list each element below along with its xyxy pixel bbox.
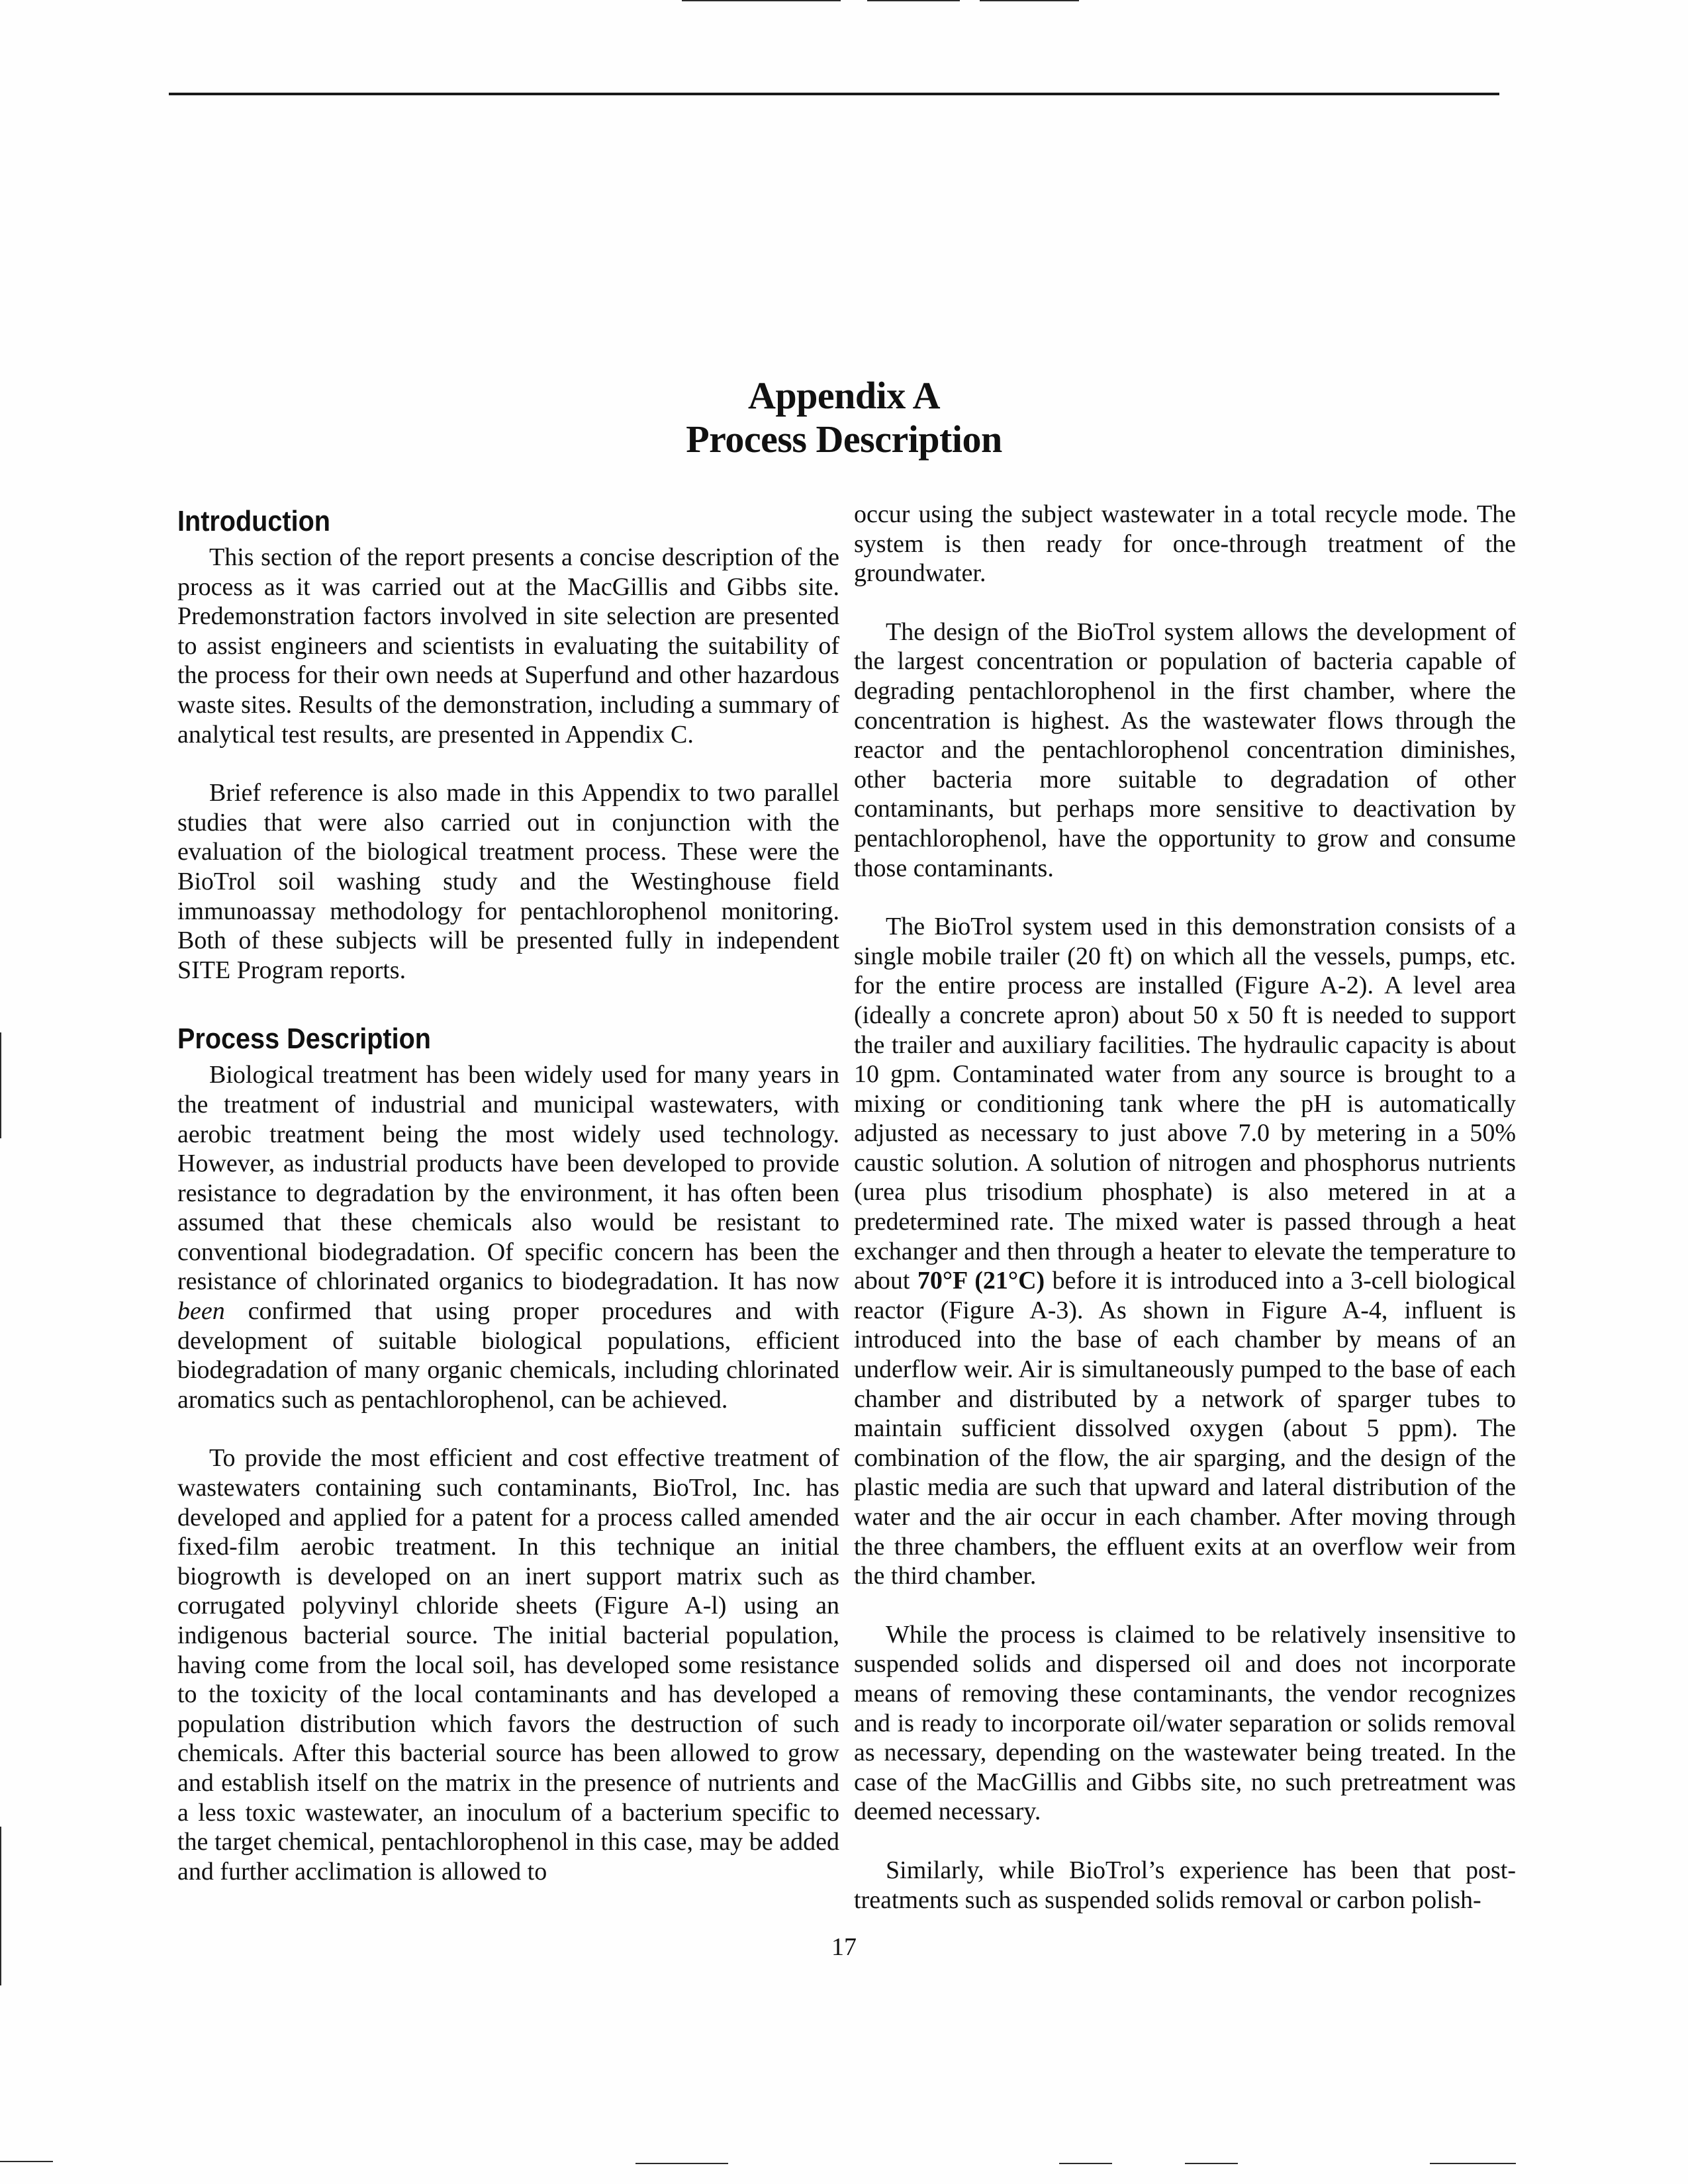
scan-edge-mark xyxy=(682,0,841,1)
scan-edge-mark xyxy=(0,1827,1,1985)
scan-edge-mark xyxy=(0,2161,53,2162)
scan-edge-mark xyxy=(635,2163,728,2164)
right-paragraph-1: occur using the subject wastewater in a total recycle mode. The system is then ready for once-through treatment of the groundwater. xyxy=(854,500,1516,588)
appendix-title: Appendix A xyxy=(748,374,940,417)
intro-paragraph-2: Brief reference is also made in this Appendix to two parallel studies that were also carried out in conjunction with the evaluation of the biological treatment process. These were the BioTrol soil washing study and the Westinghouse field immunoassay methodology for pentachlorophenol monitoring. Both of these subjects will be presented fully in independent SITE Program reports. xyxy=(177,779,839,984)
scan-edge-mark xyxy=(867,0,960,1)
process-paragraph-1-part-a: Biological treatment has been widely used for many years in the treatment of industrial and municipal wastewaters, with aerobic treatment being the most widely used technology. However, as industrial products have been developed to provide resistance to degradation by the environment, it has often been assumed that these chemicals also would be resistant to conventional biodegradation. Of specific concern has been the resistance of chlorinated organics to biodegradation. It has now xyxy=(177,1061,839,1296)
section-heading-process-description: Process Description xyxy=(177,1023,431,1056)
process-paragraph-1-part-b: confirmed that using proper procedures and with development of suitable biological populations, efficient biodegradation of many organic chemicals, including chlorinated aromatics such as pentachlorophenol, can be achieved. xyxy=(177,1297,839,1414)
scan-edge-mark xyxy=(1059,2163,1112,2164)
temperature-value: 70°F (21°C) xyxy=(917,1267,1045,1295)
right-paragraph-3 xyxy=(854,912,1516,1591)
right-paragraph-3-part-a: The BioTrol system used in this demonstration consists of a single mobile trailer (20 ft) on which all the vessels, pumps, etc. for the entire process are installed (Figure A-2). A level area (ideally a concrete apron) about 50 x 50 ft is needed to support the trailer and auxiliary facilities. The hydraulic capacity is about 10 gpm. Contaminated water from any source is brought to a mixing or conditioning tank where the pH is automatically adjusted as necessary to just above 7.0 by metering in a 50% caustic solution. A solution of nitrogen and phosphorus nutrients (urea plus trisodium phosphate) is also metered in at a predetermined rate. The mixed water is passed through a heat exchanger and then through a heater to elevate the temperature to about xyxy=(854,913,1516,1295)
left-column xyxy=(177,503,839,1886)
scan-edge-mark xyxy=(0,1032,1,1138)
right-paragraph-2: The design of the BioTrol system allows the development of the largest concentration or population of bacteria capable of degrading pentachlorophenol in the first chamber, where the concentration is highest. As the wastewater flows through the reactor and the pentachlorophenol concentration diminishes, other bacteria more suitable to degradation of other contaminants, but perhaps more sensitive to deactivation by pentachlorophenol, have the opportunity to grow and consume those contaminants. xyxy=(854,617,1516,882)
right-paragraph-5: Similarly, while BioTrol’s experience has been that post-treatments such as suspended solids removal or carbon polish- xyxy=(854,1856,1516,1914)
section-heading-introduction: Introduction xyxy=(177,505,330,537)
top-rule xyxy=(169,93,1499,95)
process-paragraph-2: To provide the most efficient and cost effective treatment of wastewaters containing such contaminants, BioTrol, Inc. has developed and applied for a patent for a process called amended fixed-film aerobic treatment. In this technique an initial biogrowth is developed on an inert support matrix such as corrugated polyvinyl chloride sheets (Figure A-l) using an indigenous bacterial source. The initial bacterial population, having come from the local soil, has developed some resistance to the toxicity of the local contaminants and has developed a population distribution which favors the destruction of such chemicals. After this bacterial source has been allowed to grow and establish itself on the matrix in the presence of nutrients and a less toxic wastewater, an inoculum of a bacterium specific to the target chemical, pentachlorophenol in this case, may be added and further acclimation is allowed to xyxy=(177,1444,839,1886)
right-column xyxy=(854,500,1516,1915)
process-paragraph-1-emphasis: been xyxy=(177,1297,225,1326)
page-number: 17 xyxy=(831,1933,857,1961)
scan-edge-mark xyxy=(980,0,1079,1)
process-paragraph-1 xyxy=(177,1060,839,1414)
appendix-title-block xyxy=(0,374,1688,461)
scan-edge-mark xyxy=(1430,2163,1516,2164)
scan-edge-mark xyxy=(1185,2163,1238,2164)
right-paragraph-3-part-b: before it is introduced into a 3-cell biological reactor (Figure A-3). As shown in Figure A-4, influent is introduced into the base of each chamber by means of an underflow weir. Air is simultaneously pumped to the base of each chamber and distributed by a network of sparger tubes to maintain sufficient dissolved oxygen (about 5 ppm). The combination of the flow, the air sparging, and the design of the plastic media are such that upward and lateral distribution of the water and the air occur in each chamber. After moving through the three chambers, the effluent exits at an overflow weir from the third chamber. xyxy=(854,1267,1516,1590)
appendix-subtitle: Process Description xyxy=(686,418,1002,461)
intro-paragraph-1: This section of the report presents a concise description of the process as it was carried out at the MacGillis and Gibbs site. Predemonstration factors involved in site selection are presented to assist engineers and scientists in evaluating the suitability of the process for their own needs at Superfund and other hazardous waste sites. Results of the demonstration, including a summary of analytical test results, are presented in Appendix C. xyxy=(177,543,839,749)
right-paragraph-4: While the process is claimed to be relatively insensitive to suspended solids and dispersed oil and does not incorporate means of removing these contaminants, the vendor recognizes and is ready to incorporate oil/water separation or solids removal as necessary, depending on the wastewater being treated. In the case of the MacGillis and Gibbs site, no such pretreatment was deemed necessary. xyxy=(854,1620,1516,1826)
